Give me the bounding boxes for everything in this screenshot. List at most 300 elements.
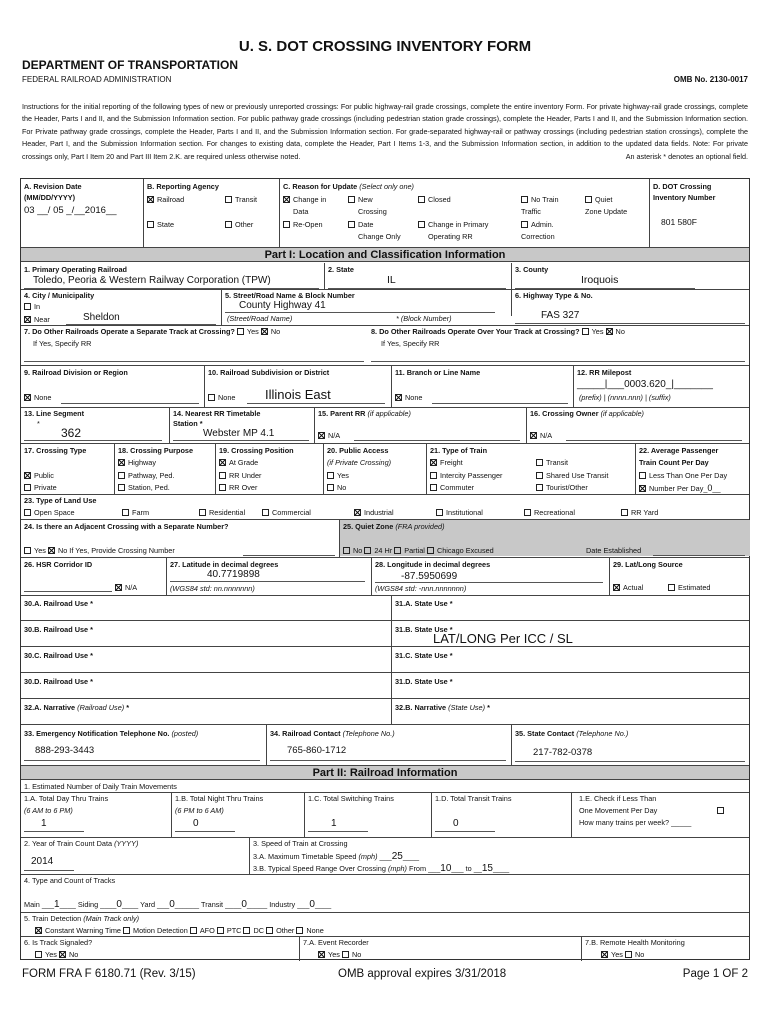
railroad-use-b-label: 30.B. Railroad Use * [24, 625, 93, 634]
passenger-less-checkbox[interactable] [639, 472, 646, 479]
purpose-highway-checkbox[interactable] [118, 459, 125, 466]
adjacent-yes-text: Yes [34, 546, 46, 555]
land-open-checkbox[interactable] [24, 509, 31, 516]
county-value[interactable]: Iroquois [581, 274, 619, 286]
primary-railroad-value[interactable]: Toledo, Peoria & Western Railway Corporation (TPW) [33, 275, 271, 286]
land-residential-checkbox[interactable] [199, 509, 206, 516]
quiet-zone-hint: (FRA provided) [395, 522, 445, 531]
to-value[interactable]: 15 [481, 863, 493, 874]
q7-row [24, 327, 280, 336]
detection-ptc-checkbox[interactable] [217, 927, 224, 934]
position-under-text: RR Under [229, 471, 262, 480]
source-actual-checkbox[interactable] [613, 584, 620, 591]
type-public-option[interactable] [24, 471, 54, 480]
less-than-checkbox-wrap[interactable] [717, 806, 727, 815]
agency-transit-option[interactable] [225, 195, 257, 204]
adjacent-no-checkbox[interactable] [48, 547, 55, 554]
train-tourist-text: Tourist/Other [546, 483, 588, 492]
reason-crossing-text: Crossing [358, 207, 387, 216]
part2-title: Part II: Railroad Information [21, 765, 749, 780]
form-number: FORM FRA F 6180.71 (Rev. 3/15) [22, 968, 196, 980]
milepost-prefix-hint: (prefix) [579, 393, 602, 402]
purpose-pathway-text: Pathway, Ped. [128, 471, 175, 480]
reason-change-text: Change in [293, 195, 327, 204]
reason-new-option[interactable] [348, 195, 373, 204]
city-in-checkbox[interactable] [24, 303, 31, 310]
reason-closed-text: Closed [428, 195, 451, 204]
train-shared-checkbox[interactable] [536, 472, 543, 479]
event-no-checkbox[interactable] [342, 951, 349, 958]
type-public-text: Public [34, 471, 54, 480]
subdivision-none-text: None [218, 393, 236, 402]
train-commuter-option[interactable] [430, 483, 474, 492]
department-name: DEPARTMENT OF TRANSPORTATION [22, 58, 238, 72]
emergency-text: 33. Emergency Notification Telephone No. [24, 729, 170, 738]
night-trains-value[interactable]: 0 [193, 818, 199, 829]
branch-none-text: None [405, 393, 423, 402]
from-value[interactable]: 10 [440, 863, 452, 874]
switching-trains-value[interactable]: 1 [331, 818, 337, 829]
industry-value[interactable]: 0 [309, 899, 315, 910]
q8-no-checkbox[interactable] [606, 328, 613, 335]
street-value[interactable]: County Highway 41 [239, 300, 326, 311]
less-than-checkbox[interactable] [717, 807, 724, 814]
reason-traffic-text: Traffic [521, 207, 541, 216]
crossing-type-label: 17. Crossing Type [24, 446, 87, 455]
day-trains-value[interactable]: 1 [41, 818, 47, 829]
max-speed-hint: (mph) [358, 852, 378, 861]
narrative-state-hint: (State Use) [448, 703, 486, 712]
division-none-checkbox[interactable] [24, 394, 31, 401]
agency-state-checkbox[interactable] [147, 221, 154, 228]
position-under-checkbox[interactable] [219, 472, 226, 479]
reason-primary-text: Change in Primary [428, 220, 489, 229]
omb-number: OMB No. 2130-0017 [673, 75, 748, 84]
instructions-note: An asterisk * denotes an optional field. [625, 151, 748, 161]
less-than-label: 1.E. Check if Less Than [579, 794, 657, 803]
quiet-24hr-text: 24 Hr [374, 546, 393, 555]
form-title: U. S. DOT CROSSING INVENTORY FORM [238, 38, 532, 55]
q7-no-text: No [270, 327, 281, 336]
state-contact-value[interactable]: 217-782-0378 [533, 747, 593, 758]
latitude-value[interactable]: 40.7719898 [207, 569, 260, 580]
land-rryard-option[interactable] [621, 508, 658, 517]
adjacent-yes-checkbox[interactable] [24, 547, 31, 554]
reason-date-option[interactable] [348, 220, 373, 229]
land-rryard-checkbox[interactable] [621, 509, 628, 516]
land-institutional-option[interactable] [436, 508, 483, 517]
agency-state-option[interactable] [147, 220, 174, 229]
reason-primary-option[interactable] [418, 220, 488, 229]
detection-motion-text: Motion Detection [133, 926, 188, 935]
form-frame [20, 178, 750, 960]
city-near-checkbox[interactable] [24, 316, 31, 323]
quiet-chicago-checkbox[interactable] [427, 547, 434, 554]
reason-reopen-option[interactable] [283, 220, 323, 229]
parent-rr-label [318, 409, 411, 418]
line-segment-value[interactable]: 362 [61, 426, 82, 440]
day-trains-hint: (6 AM to 6 PM) [24, 806, 73, 815]
access-no-checkbox[interactable] [327, 484, 334, 491]
railroad-use-c-label: 30.C. Railroad Use * [24, 651, 93, 660]
detection-constant-checkbox[interactable] [35, 927, 42, 934]
state-value[interactable]: IL [387, 274, 396, 286]
position-under-option[interactable] [219, 471, 261, 480]
health-monitoring-options [601, 950, 644, 959]
train-intercity-checkbox[interactable] [430, 472, 437, 479]
street-label: 5. Street/Road Name & Block Number [225, 291, 355, 300]
reason-notrain-text: No Train [531, 195, 559, 204]
event-yes-checkbox[interactable] [318, 951, 325, 958]
signaled-yes-text: Yes [45, 950, 57, 959]
detection-constant-text: Constant Warning Time [45, 926, 121, 935]
division-none-text: None [34, 393, 52, 402]
subdivision-none-option[interactable] [208, 393, 235, 402]
dot-number-value[interactable]: 801 580F [661, 217, 697, 227]
land-commercial-option[interactable] [262, 508, 311, 517]
hsr-na-text: N/A [125, 583, 138, 592]
land-open-text: Open Space [34, 508, 75, 517]
branch-none-checkbox[interactable] [395, 394, 402, 401]
train-tourist-option[interactable] [536, 483, 588, 492]
train-transit-option[interactable] [536, 458, 568, 467]
land-rryard-text: RR Yard [631, 508, 659, 517]
position-grade-checkbox[interactable] [219, 459, 226, 466]
detection-dc-checkbox[interactable] [243, 927, 250, 934]
quiet-partial-checkbox[interactable] [394, 547, 401, 554]
quiet-no-checkbox[interactable] [343, 547, 350, 554]
train-transit-text: Transit [546, 458, 569, 467]
position-over-checkbox[interactable] [219, 484, 226, 491]
subdivision-none-checkbox[interactable] [208, 394, 215, 401]
agency-railroad-option[interactable] [147, 195, 184, 204]
transit-value[interactable]: 0 [241, 899, 247, 910]
access-yes-option[interactable] [327, 471, 349, 480]
q7-specify: If Yes, Specify RR [33, 339, 92, 348]
q7-yes-checkbox[interactable] [237, 328, 244, 335]
quiet-zone-options [343, 546, 494, 555]
agency-other-checkbox[interactable] [225, 221, 232, 228]
reason-change-checkbox[interactable] [283, 196, 290, 203]
passenger-less-option[interactable] [639, 471, 727, 480]
source-estimated-checkbox[interactable] [668, 584, 675, 591]
train-tourist-checkbox[interactable] [536, 484, 543, 491]
q8-label: 8. Do Other Railroads Operate Over Your Track at Crossing? [371, 327, 580, 336]
milepost-value[interactable]: _____|___0003.620_|_______ [577, 379, 713, 390]
type-private-text: Private [34, 483, 57, 492]
main-value[interactable]: 1 [54, 899, 60, 910]
purpose-pathway-checkbox[interactable] [118, 472, 125, 479]
subdivision-value[interactable]: Illinois East [265, 387, 331, 402]
yard-text: Yard [140, 900, 155, 909]
siding-text: Siding [77, 900, 99, 909]
reason-closed-option[interactable] [418, 195, 451, 204]
type-private-option[interactable] [24, 483, 57, 492]
detection-other-text: Other [276, 926, 295, 935]
day-trains-label: 1.A. Total Day Thru Trains [24, 794, 109, 803]
passenger-number-checkbox[interactable] [639, 485, 646, 492]
block-hint-text: (Block Number) [400, 314, 452, 323]
passenger-number-text: Number Per Day [649, 484, 704, 493]
less-than-label-2: One Movement Per Day [579, 806, 658, 815]
detection-motion-checkbox[interactable] [123, 927, 130, 934]
detection-hint: (Main Track only) [83, 914, 140, 923]
agency-transit-checkbox[interactable] [225, 196, 232, 203]
branch-none-option[interactable] [395, 393, 422, 402]
milepost-label: 12. RR Milepost [577, 368, 632, 377]
access-yes-text: Yes [337, 471, 349, 480]
hsr-na-checkbox[interactable] [115, 584, 122, 591]
reason-change-option[interactable] [283, 195, 326, 204]
purpose-label: 18. Crossing Purpose [118, 446, 194, 455]
signaled-no-text: No [68, 950, 79, 959]
reason-correction-text: Correction [521, 232, 555, 241]
quiet-no-text: No [353, 546, 363, 555]
branch-label: 11. Branch or Line Name [395, 368, 481, 377]
reason-quiet-option[interactable] [585, 195, 612, 204]
train-intercity-option[interactable] [430, 471, 502, 480]
typical-speed-row: 3.B. Typical Speed Range Over Crossing (mph) From ___10___ to __15____ [253, 863, 510, 874]
quiet-partial-text: Partial [404, 546, 425, 555]
train-transit-checkbox[interactable] [536, 459, 543, 466]
longitude-hint: (WGS84 std: -nnn.nnnnnnn) [375, 584, 467, 593]
train-intercity-text: Intercity Passenger [440, 471, 503, 480]
land-use-label: 23. Type of Land Use [24, 496, 97, 505]
position-over-option[interactable] [219, 483, 257, 492]
reason-reopen-checkbox[interactable] [283, 221, 290, 228]
speed-label: 3. Speed of Train at Crossing [253, 839, 348, 848]
reason-new-checkbox[interactable] [348, 196, 355, 203]
purpose-highway-option[interactable] [118, 458, 156, 467]
latlong-source-label: 29. Lat/Long Source [613, 560, 683, 569]
to-text: to [465, 864, 472, 873]
revision-month: 03 [24, 205, 35, 216]
reason-notrain-checkbox[interactable] [521, 196, 528, 203]
q7-no-checkbox[interactable] [261, 328, 268, 335]
purpose-station-text: Station, Ped. [128, 483, 170, 492]
reason-admin-checkbox[interactable] [521, 221, 528, 228]
q8-no-text: No [615, 327, 625, 336]
reason-label-text: C. Reason for Update [283, 182, 358, 191]
dot-label-2: Inventory Number [653, 193, 716, 202]
max-speed-value[interactable]: 25 [391, 851, 403, 862]
purpose-highway-text: Highway [128, 458, 156, 467]
passenger-less-text: Less Than One Per Day [649, 471, 728, 480]
land-recreational-checkbox[interactable] [524, 509, 531, 516]
emergency-phone-value[interactable]: 888-293-3443 [35, 745, 95, 756]
passenger-number-option[interactable]: Number Per Day_0__ [639, 483, 721, 493]
access-no-text: No [337, 483, 347, 492]
adjacent-label: 24. Is there an Adjacent Crossing with a Separate Number? [24, 522, 229, 531]
reason-operating-text: Operating RR [428, 232, 473, 241]
quiet-zone-label [343, 522, 445, 531]
train-freight-checkbox[interactable] [430, 459, 437, 466]
access-no-option[interactable] [327, 483, 346, 492]
max-speed-row: 3.A. Maximum Timetable Speed (mph) ___25____ [253, 851, 420, 862]
revision-date-value[interactable]: 03 __/ 05 _/__2016__ [24, 205, 117, 216]
agency-railroad-checkbox[interactable] [147, 196, 154, 203]
detection-other-checkbox[interactable] [266, 927, 273, 934]
signaled-yes-checkbox[interactable] [35, 951, 42, 958]
railroad-use-a-label: 30.A. Railroad Use * [24, 599, 93, 608]
type-private-checkbox[interactable] [24, 484, 31, 491]
land-open-option[interactable] [24, 508, 75, 517]
land-farm-option[interactable] [122, 508, 149, 517]
switching-trains-label: 1.C. Total Switching Trains [308, 794, 394, 803]
adjacent-row [24, 546, 175, 555]
reason-zone-text: Zone Update [585, 207, 628, 216]
night-trains-label: 1.B. Total Night Thru Trains [175, 794, 264, 803]
year-value[interactable]: 2014 [31, 856, 54, 867]
city-value[interactable]: Sheldon [83, 312, 120, 323]
land-institutional-checkbox[interactable] [436, 509, 443, 516]
q8-yes-text: Yes [591, 327, 604, 336]
land-farm-checkbox[interactable] [122, 509, 129, 516]
movements-label: 1. Estimated Number of Daily Train Movements [24, 782, 177, 791]
max-speed-text: 3.A. Maximum Timetable Speed [253, 852, 357, 861]
revision-date-label: A. Revision Date [24, 182, 82, 191]
purpose-pathway-option[interactable] [118, 471, 175, 480]
parent-rr-na-text: N/A [328, 431, 341, 440]
year-label [24, 839, 138, 848]
q8-yes-checkbox[interactable] [582, 328, 589, 335]
quiet-24hr-checkbox[interactable] [364, 547, 371, 554]
reason-date-text: Date [358, 220, 374, 229]
land-recreational-option[interactable] [524, 508, 575, 517]
access-yes-checkbox[interactable] [327, 472, 334, 479]
typical-speed-hint: (mph) [387, 864, 407, 873]
detection-dc-text: DC [253, 926, 265, 935]
parent-rr-na-checkbox[interactable] [318, 432, 325, 439]
yard-value[interactable]: 0 [169, 899, 175, 910]
division-none-option[interactable] [24, 393, 51, 402]
agency-state-text: State [157, 220, 175, 229]
trains-per-week-label: How many trains per week? _____ [579, 818, 692, 827]
timetable-label: 14. Nearest RR Timetable [173, 409, 261, 418]
emergency-label [24, 729, 198, 738]
line-segment-label: 13. Line Segment [24, 409, 85, 418]
owner-text: 16. Crossing Owner [530, 409, 599, 418]
land-residential-option[interactable] [199, 508, 245, 517]
part1-title: Part I: Location and Classification Information [21, 247, 749, 262]
subdivision-label: 10. Railroad Subdivision or District [208, 368, 330, 377]
reason-primary-checkbox[interactable] [418, 221, 425, 228]
train-commuter-checkbox[interactable] [430, 484, 437, 491]
signaled-no-checkbox[interactable] [59, 951, 66, 958]
industry-text: Industry [269, 900, 296, 909]
quiet-date-label: Date Established [586, 546, 642, 555]
city-in-text: In [34, 302, 41, 311]
reason-date-checkbox[interactable] [348, 221, 355, 228]
land-commercial-checkbox[interactable] [262, 509, 269, 516]
land-industrial-checkbox[interactable] [354, 509, 361, 516]
detection-afo-text: AFO [199, 926, 215, 935]
revision-year: 2016 [84, 205, 106, 216]
timetable-value[interactable]: Webster MP 4.1 [203, 428, 275, 439]
detection-options [35, 926, 324, 935]
narrative-state-text: 32.B. Narrative [395, 703, 447, 712]
highway-type-value[interactable]: FAS 327 [541, 310, 580, 321]
hsr-label: 26. HSR Corridor ID [24, 560, 93, 569]
siding-value[interactable]: 0 [116, 899, 122, 910]
main-text: Main [24, 900, 40, 909]
reason-notrain-option[interactable] [521, 195, 559, 204]
position-grade-text: At Grade [229, 458, 259, 467]
narrative-state-label: 32.B. Narrative (State Use) * [395, 703, 490, 712]
reason-quiet-text: Quiet [595, 195, 613, 204]
longitude-value[interactable]: -87.5950699 [401, 571, 458, 582]
train-freight-option[interactable] [430, 458, 463, 467]
reason-data-text: Data [293, 207, 309, 216]
milepost-number: 0003.620 [624, 379, 666, 390]
longitude-label: 28. Longitude in decimal degrees [375, 560, 491, 569]
train-freight-text: Freight [440, 458, 463, 467]
railroad-use-d-label: 30.D. Railroad Use * [24, 677, 93, 686]
instructions-text: Instructions for the initial reporting of the following types of new or previously unreported crossings: For public highway-rail grade crossings, complete the entire inventory Form. For private highway-rail grade crossings, complete the Header, Parts I and II, and the Submission Information section. For public pathway grade crossings (including pedestrian station grade crossings), complete the Header, Parts I and II, and the Submission Information section. For Private pathway grade crossings, complete the Header, Parts I and II, and the Submission Information section. For grade-separated highway-rail or pathway crossings (including pedestrian station crossings), complete the Header, Part I, and the Submission Information section. For changes to existing data, complete the Header, Part I Items 1-3, and the Submission Information section, in addition to the updated data fields. Note: For private crossings only, Part I Item 20 and Part III Item 2.K. are required unless otherwise noted. [22, 102, 748, 161]
railroad-contact-label [270, 729, 395, 738]
night-trains-hint: (6 PM to 6 AM) [175, 806, 224, 815]
train-shared-option[interactable] [536, 471, 608, 480]
public-access-hint: (if Private Crossing) [327, 458, 392, 467]
purpose-station-option[interactable] [118, 483, 170, 492]
source-estimated-text: Estimated [678, 583, 711, 592]
transit-trains-value[interactable]: 0 [453, 818, 459, 829]
transit-trains-label: 1.D. Total Transit Trains [435, 794, 512, 803]
detection-afo-checkbox[interactable] [190, 927, 197, 934]
owner-na-option[interactable] [530, 431, 552, 440]
health-no-checkbox[interactable] [625, 951, 632, 958]
event-yes-text: Yes [328, 950, 340, 959]
reason-admin-text: Admin. [531, 220, 554, 229]
agency-other-option[interactable] [225, 220, 253, 229]
owner-na-checkbox[interactable] [530, 432, 537, 439]
state-use-b-value[interactable]: LAT/LONG Per ICC / SL [433, 631, 573, 646]
reason-closed-checkbox[interactable] [418, 196, 425, 203]
detection-none-checkbox[interactable] [296, 927, 303, 934]
hsr-na-option[interactable] [115, 583, 137, 592]
position-grade-option[interactable] [219, 458, 258, 467]
source-estimated-option[interactable] [668, 583, 710, 592]
passenger-count-label: 22. Average Passenger [639, 446, 719, 455]
purpose-station-checkbox[interactable] [118, 484, 125, 491]
reason-admin-option[interactable] [521, 220, 554, 229]
division-label: 9. Railroad Division or Region [24, 368, 128, 377]
city-near-option[interactable] [24, 315, 50, 324]
city-in-option[interactable] [24, 302, 40, 311]
source-actual-option[interactable] [613, 583, 643, 592]
emergency-hint: (posted) [171, 729, 199, 738]
from-text: From [409, 864, 427, 873]
city-label: 4. City / Municipality [24, 291, 95, 300]
signaled-label: 6. Is Track Signaled? [24, 938, 93, 947]
block-hint: * (Block Number) [396, 314, 452, 323]
type-public-checkbox[interactable] [24, 472, 31, 479]
trains-per-week-text: How many trains per week? [579, 818, 670, 827]
public-access-label: 20. Public Access [327, 446, 389, 455]
train-shared-text: Shared Use Transit [546, 471, 609, 480]
latitude-label: 27. Latitude in decimal degrees [170, 560, 279, 569]
land-industrial-option[interactable] [354, 508, 394, 517]
track-count-row: Main ___1____ Siding ____0____ Yard ___0______ Transit ____0_____ Industry ___0____ [24, 899, 332, 910]
county-label: 3. County [515, 265, 549, 274]
land-commercial-text: Commercial [272, 508, 311, 517]
health-yes-checkbox[interactable] [601, 951, 608, 958]
reason-reopen-text: Re-Open [293, 220, 323, 229]
detection-text: 5. Train Detection [24, 914, 82, 923]
parent-rr-na-option[interactable] [318, 431, 340, 440]
railroad-contact-value[interactable]: 765-860-1712 [287, 745, 347, 756]
reason-quiet-checkbox[interactable] [585, 196, 592, 203]
